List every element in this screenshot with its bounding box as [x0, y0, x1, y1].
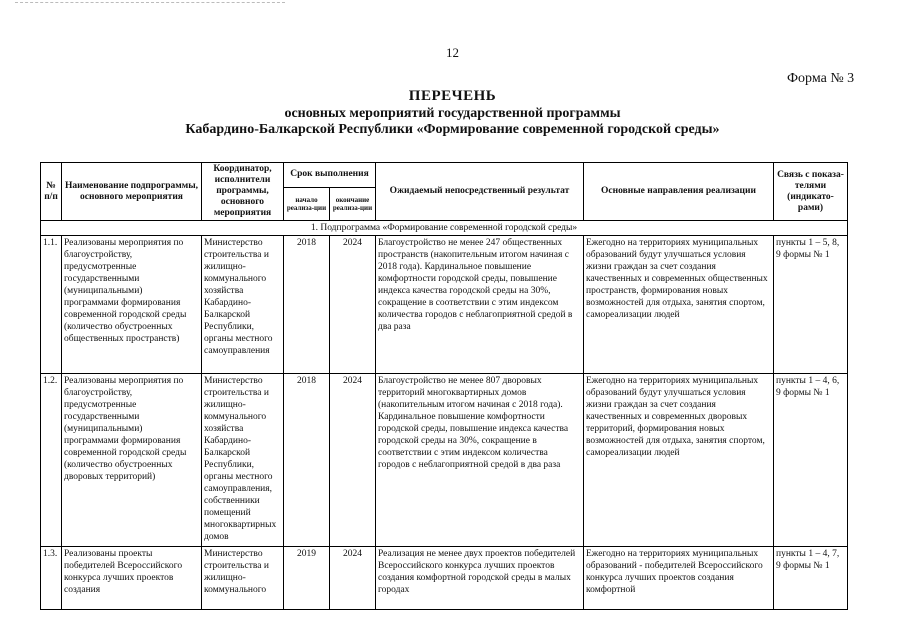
col-header-name: Наименование подпрограммы, основного мероприятия [62, 163, 202, 221]
row-result: Благоустройство не менее 247 общественных пространств (накопительным итогом начиная с 2018 года). Кардинальное повышение комфортности городской среды, повышение индекса качества городской среды на 30%, сокращение в соответствии с этим индексом количества городов с неблагоприятной средой в два раза [376, 236, 584, 374]
col-header-directions: Основные направления реализации [584, 163, 774, 221]
row-link: пункты 1 – 4, 7, 9 формы № 1 [774, 547, 848, 610]
row-end: 2024 [330, 547, 376, 610]
table-row [41, 547, 848, 610]
document-title: ПЕРЕЧЕНЬ [408, 88, 497, 104]
form-label: Форма № 3 [787, 71, 855, 86]
row-name: Реализованы мероприятия по благоустройству, предусмотренные государственными (муниципальными) программами формирования современной городской среды (количество обустроенных общественных пространств) [62, 236, 202, 374]
row-start: 2018 [284, 236, 330, 374]
row-number: 1.2. [41, 374, 62, 547]
col-header-end: окончание реализа-ции [330, 187, 376, 220]
row-coordinator: Министерство строительства и жилищно-коммунального [202, 547, 284, 610]
document-subtitle: основных мероприятий государственной программы [284, 106, 621, 121]
row-end: 2024 [330, 374, 376, 547]
row-name: Реализованы проекты победителей Всероссийского конкурса лучших проектов создания [62, 547, 202, 610]
document-subtitle-2: Кабардино-Балкарской Республики «Формирование современной городской среды» [185, 122, 720, 137]
row-coordinator: Министерство строительства и жилищно-коммунального хозяйства Кабардино-Балкарской Республики, органы местного самоуправления, собственники помещений многоквартирных домов [202, 374, 284, 547]
row-result: Реализация не менее двух проектов победителей Всероссийского конкурса лучших проектов создания комфортной городской среды в малых городах [376, 547, 584, 610]
row-number: 1.1. [41, 236, 62, 374]
row-directions: Ежегодно на территориях муниципальных образований - победителей Всероссийского конкурса лучших проектов создания комфортной [584, 547, 774, 610]
row-name: Реализованы мероприятия по благоустройству, предусмотренные государственными (муниципальными) программами формирования современной городской среды (количество обустроенных дворовых территорий) [62, 374, 202, 547]
row-start: 2019 [284, 547, 330, 610]
scan-edge-mark [15, 2, 285, 3]
col-header-term: Срок выполнения [284, 163, 376, 188]
row-directions: Ежегодно на территориях муниципальных образований будут улучшаться условия жизни граждан за счет создания качественных и современных дворовых территорий, формирования новых возможностей для отдыха, занятия спортом, самореализации людей [584, 374, 774, 547]
subprogram-title: 1. Подпрограмма «Формирование современной городской среды» [41, 221, 848, 236]
row-start: 2018 [284, 374, 330, 547]
activities-table [40, 162, 848, 610]
table-row [41, 374, 848, 547]
col-header-num: № п/п [41, 163, 62, 221]
row-directions: Ежегодно на территориях муниципальных образований будут улучшаться условия жизни граждан за счет создания качественных и современных общественных пространств, формирования новых возможностей для отдыха, занятия спортом, самореализации людей [584, 236, 774, 374]
col-header-coordinator: Координатор, исполнители программы, основного мероприятия [202, 163, 284, 221]
row-link: пункты 1 – 5, 8, 9 формы № 1 [774, 236, 848, 374]
page-number: 12 [446, 45, 459, 60]
col-header-result: Ожидаемый непосредственный результат [376, 163, 584, 221]
row-result: Благоустройство не менее 807 дворовых территорий многоквартирных домов (накопительным итогом начиная с 2018 года). Кардинальное повышение комфортности городской среды, повышение индекса качества городской среды на 30%, сокращение в соответствии с этим индексом количества городов с неблагоприятной средой в два раза [376, 374, 584, 547]
row-link: пункты 1 – 4, 6, 9 формы № 1 [774, 374, 848, 547]
col-header-start: начало реализа-ции [284, 187, 330, 220]
table-row [41, 236, 848, 374]
row-coordinator: Министерство строительства и жилищно-коммунального хозяйства Кабардино-Балкарской Республики, органы местного самоуправления [202, 236, 284, 374]
row-end: 2024 [330, 236, 376, 374]
col-header-link: Связь с показа-телями (индикато-рами) [774, 163, 848, 221]
header-row [41, 163, 848, 188]
subprogram-row [41, 221, 848, 236]
row-number: 1.3. [41, 547, 62, 610]
